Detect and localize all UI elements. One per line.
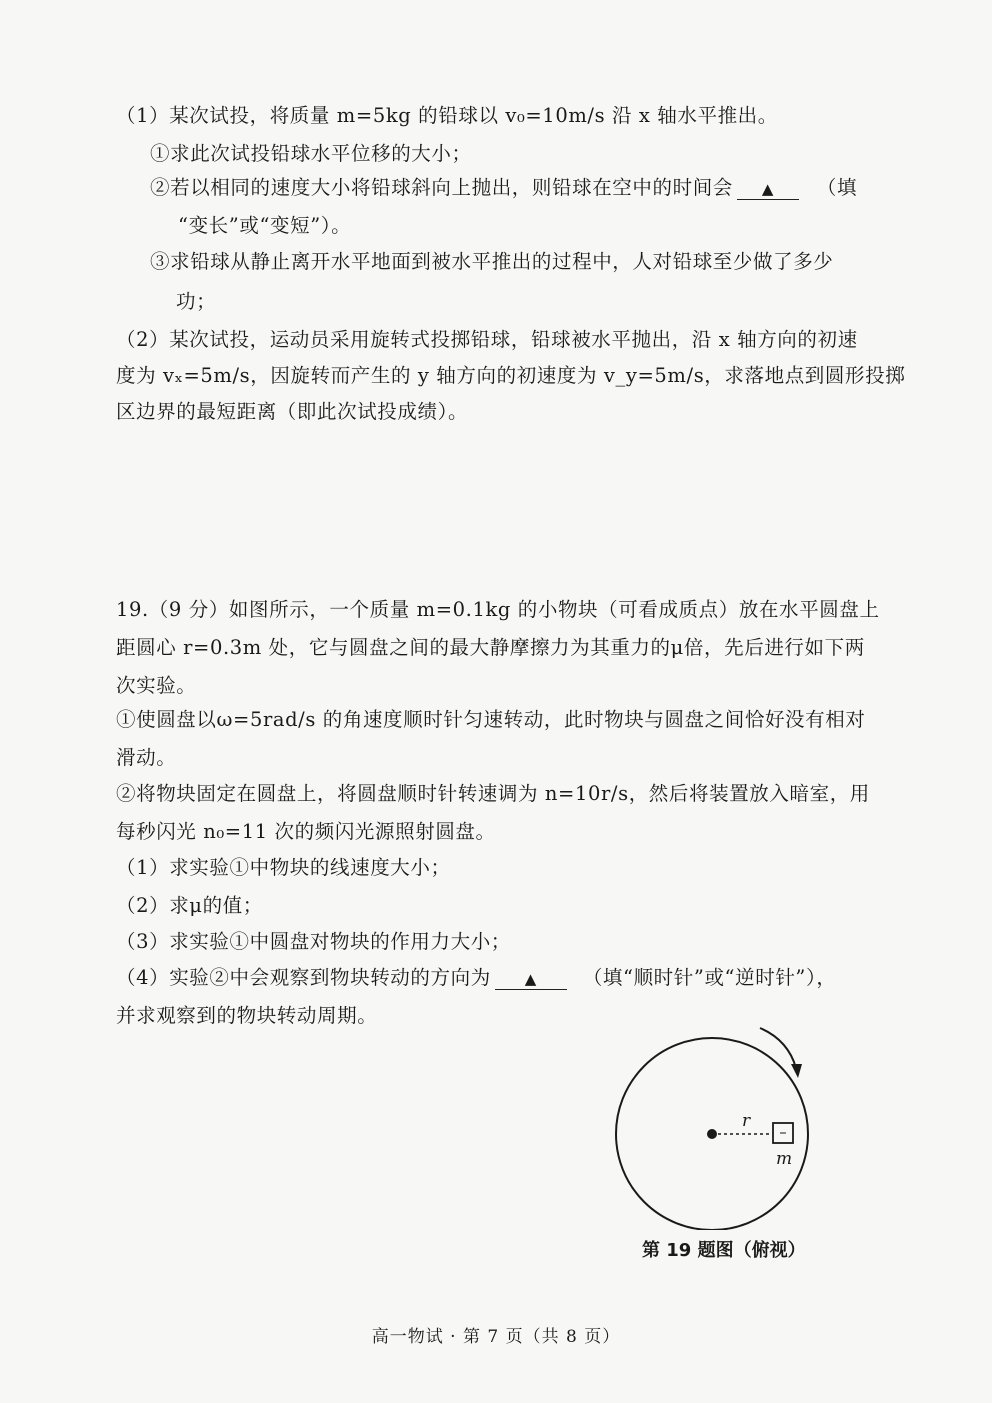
q18-part1-c-line2: 功； [176,290,217,313]
q18-part2-line1: （2）某次试投，运动员采用旋转式投掷铅球，铅球被水平抛出，沿 x 轴方向的初速 [116,328,858,351]
clockwise-arrow-arc [760,1028,796,1068]
disc-center-dot [707,1129,717,1139]
figure-caption: 第 19 题图（俯视） [642,1240,806,1261]
q19-line3: 次实验。 [116,674,197,697]
q19-sub1: （1）求实验①中物块的线速度大小； [116,856,451,879]
q19-experiment2-line1: ②将物块固定在圆盘上，将圆盘顺时针转速调为 n=10r/s，然后将装置放入暗室，用 [116,782,870,805]
radius-label: r [742,1111,751,1131]
q18-part1-b-fill-hint: （填 [816,176,858,199]
q18-part2-line2: 度为 vₓ=5m/s，因旋转而产生的 y 轴方向的初速度为 v_y=5m/s，求落地点到圆形投掷 [116,364,906,387]
q18-part1-b-line2: “变长”或“变短”）。 [178,214,352,237]
q19-experiment1-line2: 滑动。 [116,746,177,769]
q19-experiment2-line2: 每秒闪光 n₀=11 次的频闪光源照射圆盘。 [116,820,496,843]
q18-part1-b [150,174,857,202]
q19-sub2: （2）求μ的值； [116,894,263,917]
q19-line1: 19.（9 分）如图所示，一个质量 m=0.1kg 的小物块（可看成质点）放在水平圆盘上 [116,598,880,621]
disc-figure [600,1020,820,1230]
q19-experiment1-line1: ①使圆盘以ω=5rad/s 的角速度顺时针匀速转动，此时物块与圆盘之间恰好没有相对 [116,708,866,731]
clockwise-arrowhead-icon [791,1064,802,1078]
q18-part1-b-text: ②若以相同的速度大小将铅球斜向上抛出，则铅球在空中的时间会 [150,176,733,199]
q19-sub4-fill-hint: （填“顺时针”或“逆时针”）， [582,966,837,989]
q19-sub3: （3）求实验①中圆盘对物块的作用力大小； [116,930,511,953]
q18-part2-line3: 区边界的最短距离（即此次试投成绩）。 [116,400,469,423]
q18-part1-a: ①求此次试投铅球水平位移的大小； [150,142,472,165]
answer-blank: ▲ [495,969,567,990]
q19-line2: 距圆心 r=0.3m 处，它与圆盘之间的最大静摩擦力为其重力的μ倍，先后进行如下两 [116,636,865,659]
page-footer: 高一物试 · 第 7 页（共 8 页） [371,1327,621,1347]
mass-label: m [776,1149,793,1169]
q19-sub4-text: （4）实验②中会观察到物块转动的方向为 [116,966,491,989]
q19-sub4 [116,964,836,992]
q18-part1-intro: （1）某次试投，将质量 m=5kg 的铅球以 v₀=10m/s 沿 x 轴水平推出。 [116,104,778,127]
q18-part1-c: ③求铅球从静止离开水平地面到被水平推出的过程中，人对铅球至少做了多少 [150,250,834,273]
answer-blank: ▲ [737,179,799,200]
q19-sub4-line2: 并求观察到的物块转动周期。 [116,1004,378,1027]
